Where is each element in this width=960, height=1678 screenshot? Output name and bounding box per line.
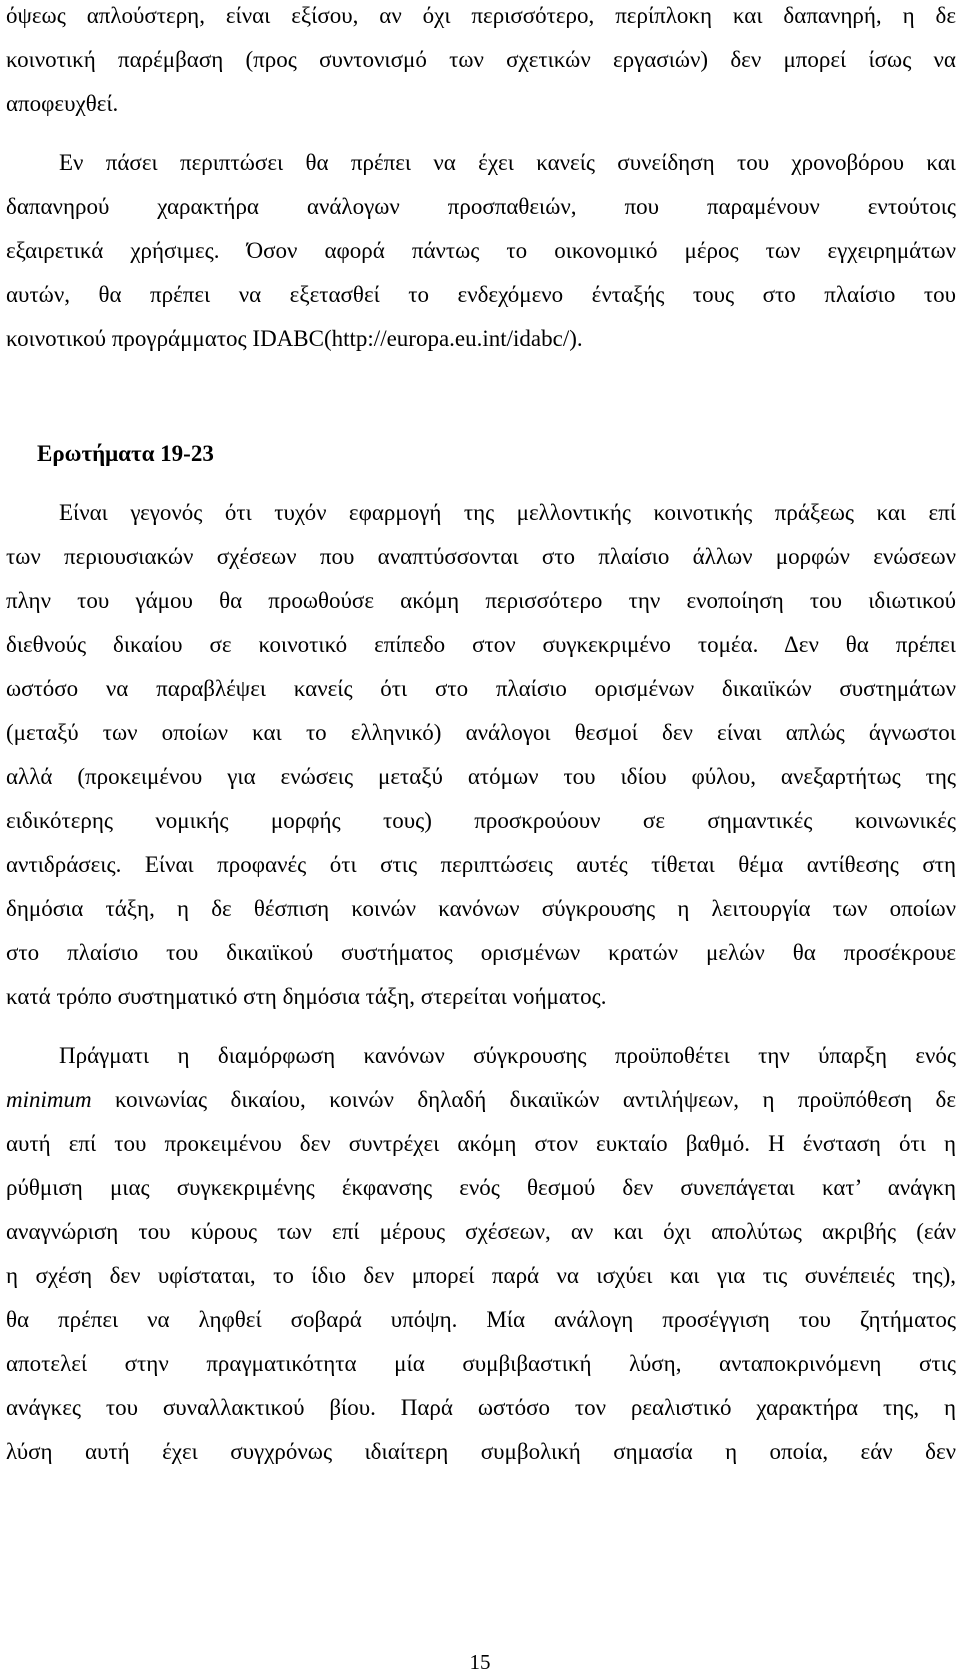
paragraph-line: κοινοτικού προγράμματος IDABC(http://europa.eu.int/idabc/).: [6, 326, 583, 351]
paragraph-line: κατά τρόπο συστηματικό στη δημόσια τάξη, στερείται νοήματος.: [6, 984, 607, 1009]
paragraph-line: (μεταξύ των οποίων και το ελληνικό) ανάλογοι θεσμοί δεν είναι απλώς άγνωστοι: [6, 720, 956, 745]
paragraph-line: ανάγκες του συναλλακτικού βίου. Παρά ωστόσο τον ρεαλιστικό χαρακτήρα της, η: [6, 1395, 956, 1420]
paragraph-line: αλλά (προκειμένου για ενώσεις μεταξύ ατόμων του ιδίου φύλου, ανεξαρτήτως της: [6, 764, 956, 789]
paragraph-line: αποφευχθεί.: [6, 91, 119, 116]
paragraph-line: λύση αυτή έχει συγχρόνως ιδιαίτερη συμβολική σημασία η οποία, εάν δεν: [6, 1439, 956, 1464]
paragraph-line: αυτών, θα πρέπει να εξετασθεί το ενδεχόμενο ένταξής τους στο πλαίσιο του: [6, 282, 956, 307]
section-heading: Ερωτήματα 19-23: [37, 441, 214, 466]
paragraph-line: η σχέση δεν υφίσταται, το ίδιο δεν μπορεί παρά να ισχύει και για τις συνέπειές της),: [6, 1263, 956, 1288]
paragraph-line: δαπανηρού χαρακτήρα ανάλογων προσπαθειών, που παραμένουν εντούτοις: [6, 194, 956, 219]
paragraph-line: δημόσια τάξη, η δε θέσπιση κοινών κανόνων σύγκρουσης η λειτουργία των οποίων: [6, 896, 956, 921]
paragraph-line: θα πρέπει να ληφθεί σοβαρά υπόψη. Μία ανάλογη προσέγγιση του ζητήματος: [6, 1307, 956, 1332]
paragraph-line: πλην του γάμου θα προωθούσε ακόμη περισσότερο την ενοποίηση του ιδιωτικού: [6, 588, 956, 613]
paragraph-line: διεθνούς δικαίου σε κοινοτικό επίπεδο στον συγκεκριμένο τομέα. Δεν θα πρέπει: [6, 632, 956, 657]
paragraph-line: όψεως απλούστερη, είναι εξίσου, αν όχι περισσότερο, περίπλοκη και δαπανηρή, η δε: [6, 3, 956, 28]
paragraph-line: αναγνώριση του κύρους των επί μέρους σχέσεων, αν και όχι απολύτως ακριβής (εάν: [6, 1219, 956, 1244]
paragraph-line: ωστόσο να παραβλέψει κανείς ότι στο πλαίσιο ορισμένων δικαιϊκών συστημάτων: [6, 676, 956, 701]
paragraph-line: Είναι γεγονός ότι τυχόν εφαρμογή της μελλοντικής κοινοτικής πράξεως και επί: [59, 500, 956, 525]
paragraph-line: των περιουσιακών σχέσεων που αναπτύσσονται στο πλαίσιο άλλων μορφών ενώσεων: [6, 544, 956, 569]
paragraph-line: στο πλαίσιο του δικαιϊκού συστήματος ορισμένων κρατών μελών θα προσέκρουε: [6, 940, 956, 965]
paragraph-line: αντιδράσεις. Είναι προφανές ότι στις περιπτώσεις αυτές τίθεται θέμα αντίθεσης στη: [6, 852, 956, 877]
page-number: 15: [469, 1650, 491, 1674]
paragraph-line: Πράγματι η διαμόρφωση κανόνων σύγκρουσης προϋποθέτει την ύπαρξη ενός: [59, 1043, 956, 1068]
italic-term: minimum: [6, 1087, 92, 1112]
paragraph-line: αυτή επί του προκειμένου δεν συντρέχει ακόμη στον ευκταίο βαθμό. Η ένσταση ότι η: [6, 1131, 956, 1156]
paragraph-line: ρύθμιση μιας συγκεκριμένης έκφανσης ενός θεσμού δεν συνεπάγεται κατ’ ανάγκη: [6, 1175, 956, 1200]
paragraph-line: Εν πάσει περιπτώσει θα πρέπει να έχει κανείς συνείδηση του χρονοβόρου και: [59, 150, 956, 175]
paragraph-line-text: κοινωνίας δικαίου, κοινών δηλαδή δικαιϊκών αντιλήψεων, η προϋπόθεση δε: [91, 1087, 956, 1112]
paragraph-line: αποτελεί στην πραγματικότητα μία συμβιβαστική λύση, ανταποκρινόμενη στις: [6, 1351, 956, 1376]
paragraph-line: ειδικότερης νομικής μορφής τους) προσκρούουν σε σημαντικές κοινωνικές: [6, 808, 956, 833]
paragraph-line: κοινοτική παρέμβαση (προς συντονισμό των σχετικών εργασιών) δεν μπορεί ίσως να: [6, 47, 956, 72]
paragraph-line: [6, 1086, 956, 1114]
paragraph-line: εξαιρετικά χρήσιμες. Όσον αφορά πάντως το οικονομικό μέρος των εγχειρημάτων: [6, 238, 956, 263]
